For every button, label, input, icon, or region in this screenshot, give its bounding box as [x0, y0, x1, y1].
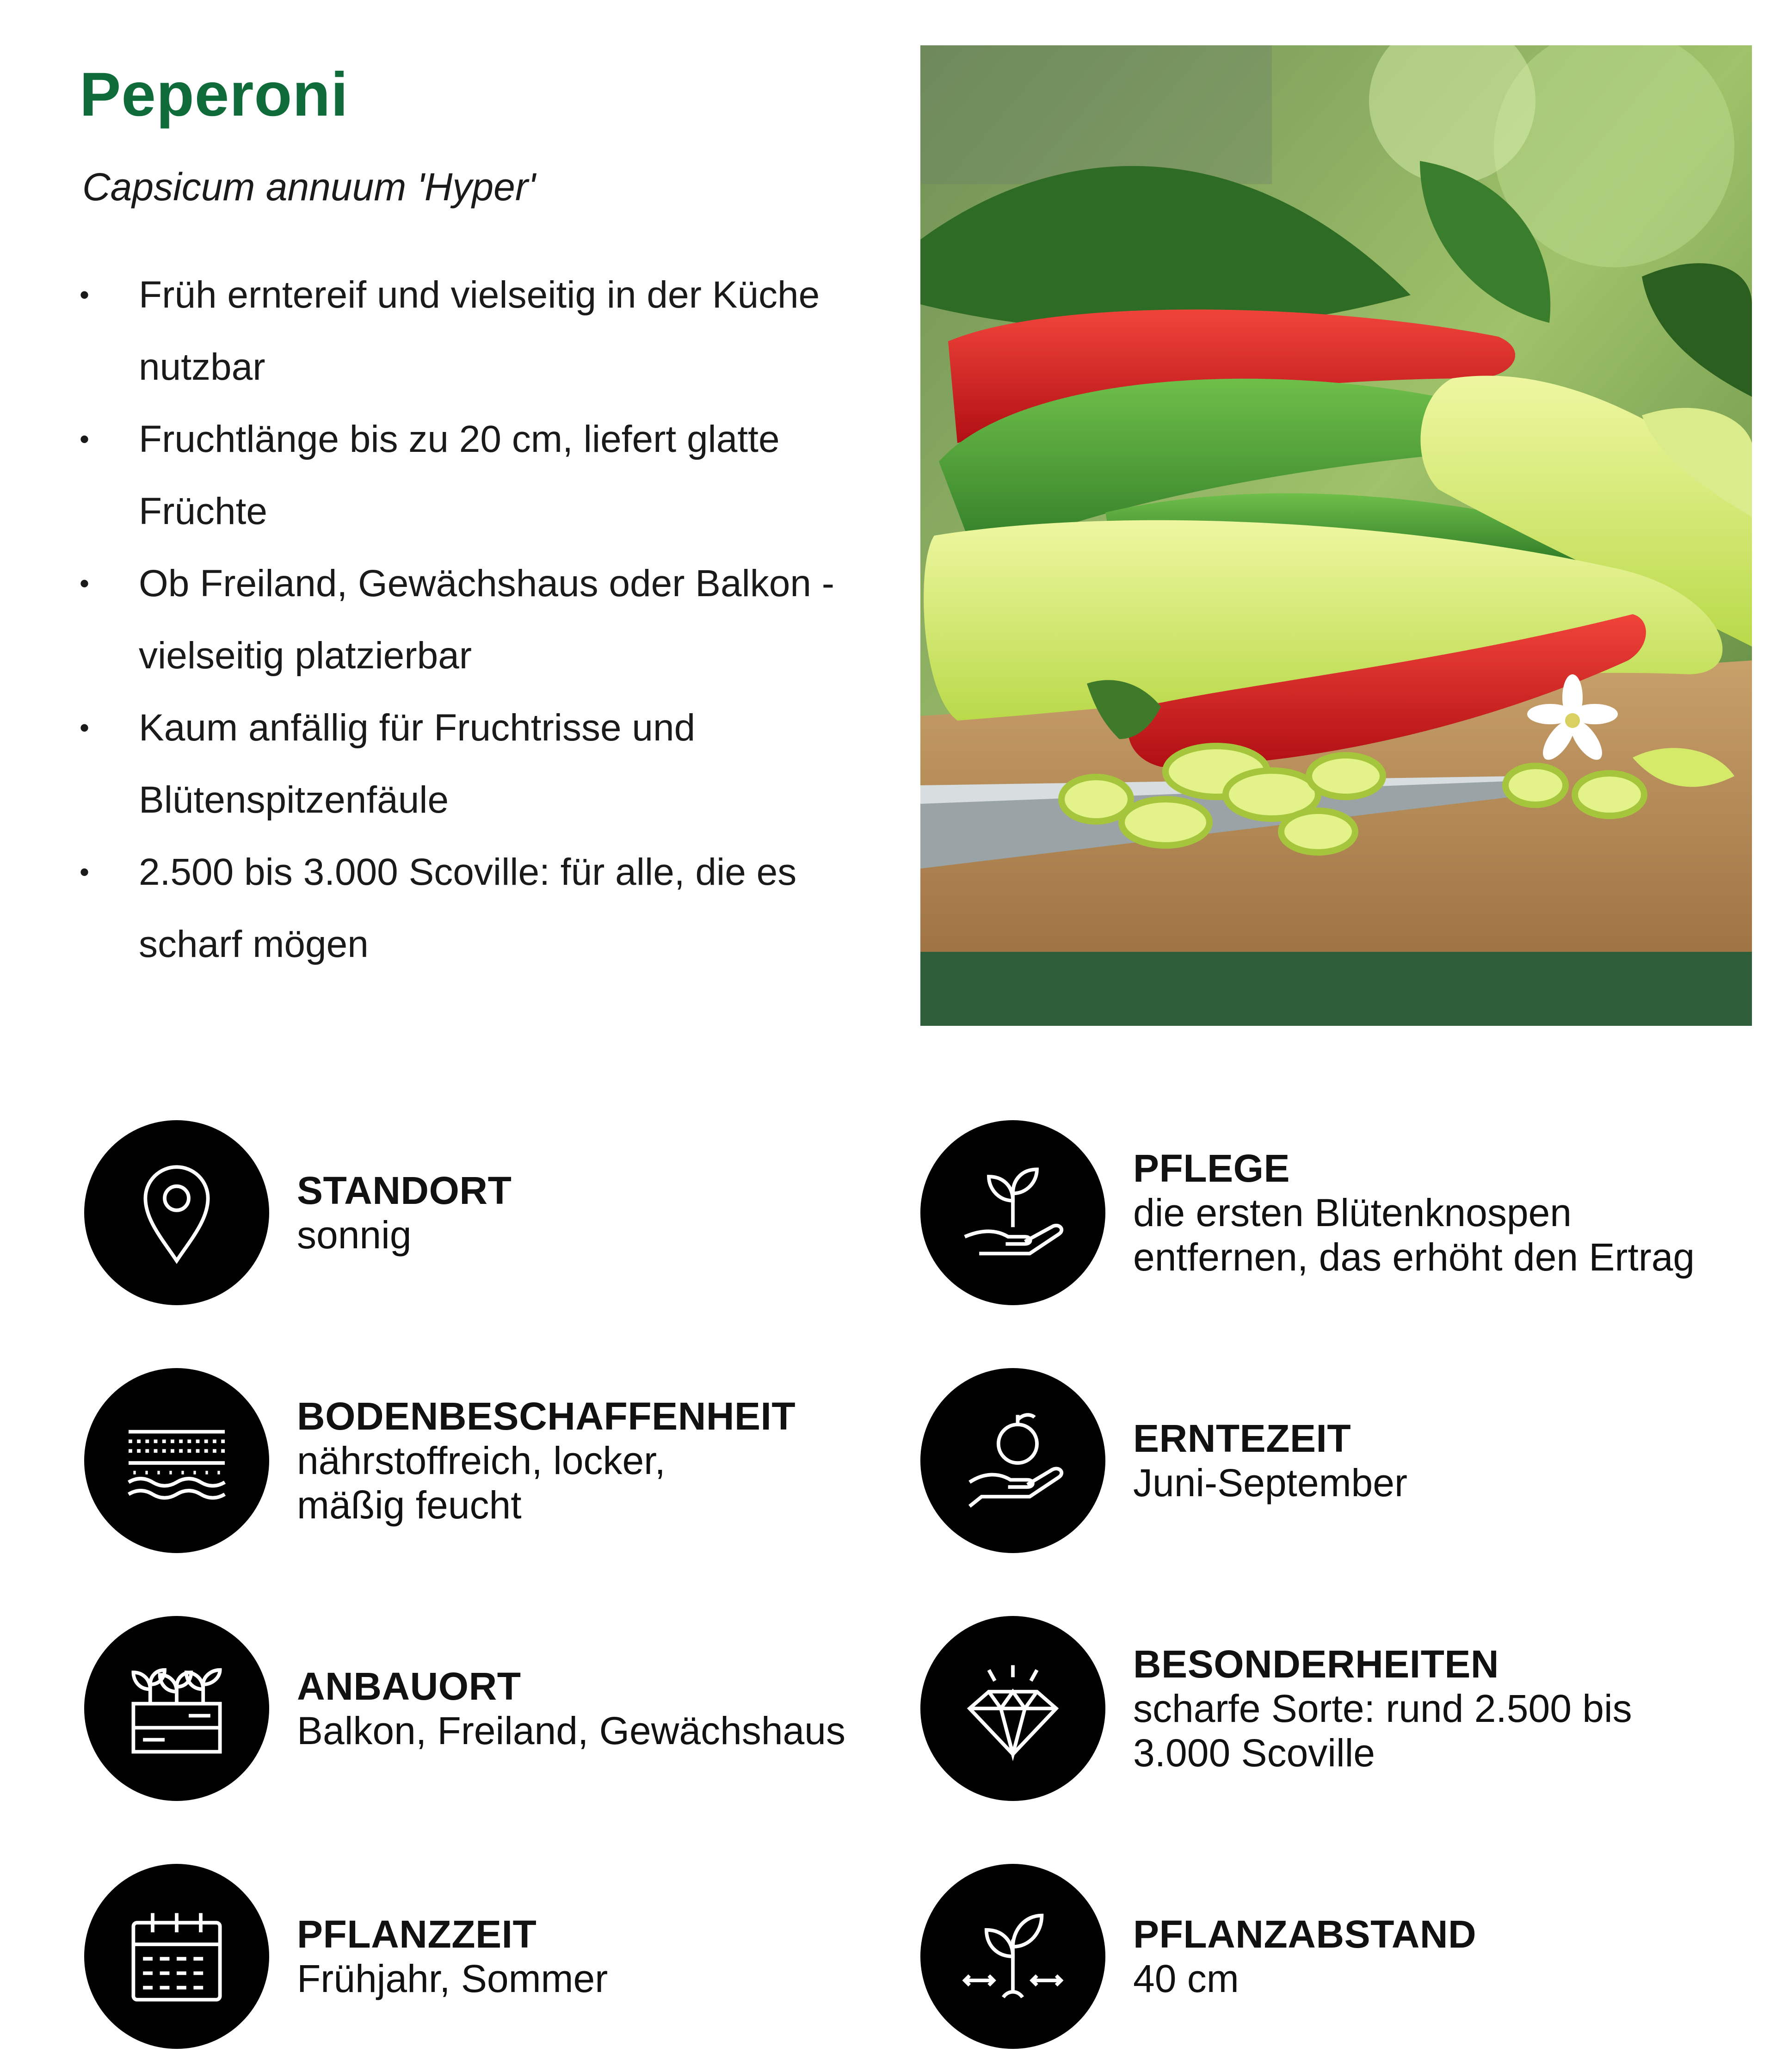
feature-value: Juni-September: [1133, 1461, 1407, 1505]
plant-spacing-icon: [953, 1896, 1073, 2016]
feature-anbauort: [84, 1616, 889, 1801]
feature-pflanzzeit: [84, 1864, 889, 2049]
bullet-dot-icon: •: [80, 424, 90, 455]
feature-value: Frühjahr, Sommer: [297, 1957, 608, 2000]
feature-label: BESONDERHEITEN: [1133, 1642, 1499, 1686]
feature-icon-circle: [920, 1368, 1105, 1553]
feature-erntezeit: [920, 1368, 1725, 1553]
bullet-dot-icon: •: [80, 568, 90, 599]
fruit-hand-icon: [953, 1400, 1073, 1521]
feature-icon-circle: [84, 1864, 269, 2049]
feature-bodenbeschaffenheit: [84, 1368, 889, 1553]
feature-besonderheiten: [920, 1616, 1725, 1801]
bullet-dot-icon: •: [80, 857, 90, 888]
feature-icon-circle: [920, 1616, 1105, 1801]
feature-icon-circle: [84, 1616, 269, 1801]
planter-box-icon: [117, 1648, 237, 1769]
feature-value: sonnig: [297, 1213, 412, 1257]
bullet-item: • Ob Freiland, Gewächshaus oder Balkon - vielseitig platzierbar: [80, 548, 884, 692]
feature-icon-circle: [920, 1120, 1105, 1305]
feature-bullet-list: [80, 259, 884, 980]
pepper-photo-illustration: [920, 45, 1752, 1026]
feature-value: 40 cm: [1133, 1957, 1239, 2000]
feature-standort: [84, 1120, 889, 1305]
feature-value: nährstoffreich, locker, mäßig feucht: [297, 1439, 666, 1527]
bullet-dot-icon: •: [80, 279, 90, 310]
product-photo: [920, 45, 1752, 1026]
seedling-hand-icon: [953, 1153, 1073, 1273]
feature-pflanzabstand: [920, 1864, 1725, 2049]
calendar-icon: [117, 1896, 237, 2016]
bullet-item: • Früh erntereif und vielseitig in der Küche nutzbar: [80, 259, 884, 403]
feature-value: scharfe Sorte: rund 2.500 bis 3.000 Scoville: [1133, 1687, 1632, 1775]
bullet-item: • Kaum anfällig für Fruchtrisse und Blütenspitzenfäule: [80, 692, 884, 836]
feature-label: PFLANZZEIT: [297, 1912, 537, 1956]
feature-label: PFLEGE: [1133, 1147, 1290, 1190]
botanical-name: Capsicum annuum 'Hyper': [82, 165, 536, 209]
feature-value: die ersten Blütenknospen entfernen, das erhöht den Ertrag: [1133, 1191, 1695, 1279]
page-title: Peperoni: [80, 60, 349, 129]
feature-icon-circle: [920, 1864, 1105, 2049]
bullet-item: • 2.500 bis 3.000 Scoville: für alle, die es scharf mögen: [80, 836, 884, 980]
location-pin-icon: [117, 1153, 237, 1273]
feature-pflege: [920, 1120, 1725, 1305]
bullet-item: • Fruchtlänge bis zu 20 cm, liefert glatte Früchte: [80, 403, 884, 548]
feature-label: ERNTEZEIT: [1133, 1417, 1351, 1460]
feature-label: ANBAUORT: [297, 1665, 521, 1708]
diamond-icon: [953, 1648, 1073, 1769]
feature-label: STANDORT: [297, 1169, 512, 1212]
feature-value: Balkon, Freiland, Gewächshaus: [297, 1709, 845, 1752]
soil-layers-icon: [117, 1400, 237, 1521]
feature-label: BODENBESCHAFFENHEIT: [297, 1394, 796, 1438]
feature-icon-circle: [84, 1120, 269, 1305]
feature-icon-circle: [84, 1368, 269, 1553]
bullet-dot-icon: •: [80, 712, 90, 743]
feature-label: PFLANZABSTAND: [1133, 1912, 1477, 1956]
